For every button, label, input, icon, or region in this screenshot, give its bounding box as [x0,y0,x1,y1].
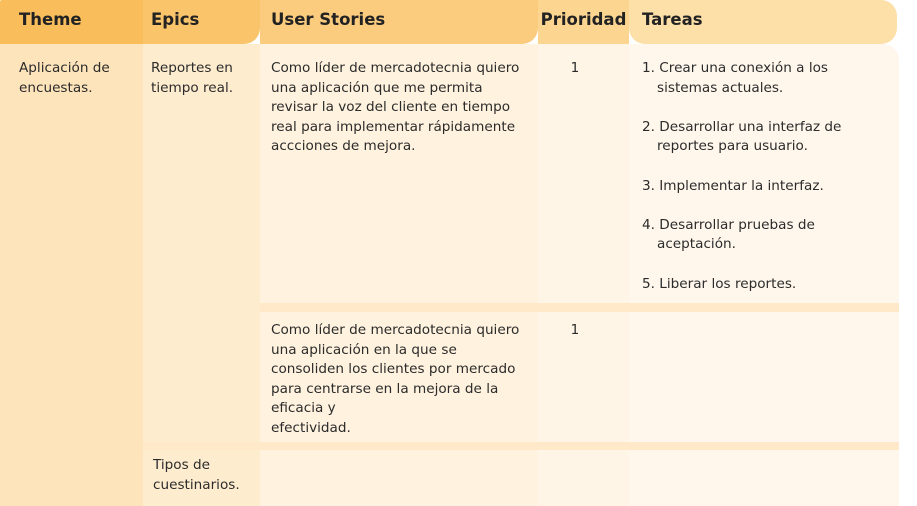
epics-column-bg [143,44,260,506]
header-tareas: Tareas [642,10,703,29]
row-divider-story [260,303,899,312]
user-story-cell: Como líder de mercadotecnia quiero una aplicación que me permita revisar la voz del cliente en tiempo real para implementar rápidamente accciones de mejora. [271,60,520,155]
priority-cell: 1 [570,60,580,76]
epic-cell: Tipos de cuestinarios. [153,457,240,493]
epic-cell: Reportes en tiempo real. [151,60,234,96]
header-prioridad: Prioridad [540,10,627,29]
task-item: 2. Desarrollar una interfaz de reportes para usuario. [642,118,842,155]
task-item: 4. Desarrollar pruebas de aceptación. [642,216,815,253]
user-story-cell: Como líder de mercadotecnia quiero una aplicación en la que se consoliden los clientes por mercado para centrarse en la mejora de la eficacia y efectividad. [271,322,520,436]
task-item: 5. Liberar los reportes. [642,275,797,292]
header-user-stories: User Stories [271,10,386,29]
row-divider-epic [143,442,899,450]
priority-column-bg [538,44,629,506]
theme-column-bg [0,44,143,506]
task-item: 3. Implementar la interfaz. [642,177,824,194]
theme-cell: Aplicación de encuestas. [19,60,110,96]
header-epics: Epics [151,10,200,29]
priority-cell: 1 [570,322,580,338]
task-item: 1. Crear una conexión a los sistemas actuales. [642,60,828,96]
header-theme: Theme [19,10,82,29]
tasks-list [642,59,882,294]
